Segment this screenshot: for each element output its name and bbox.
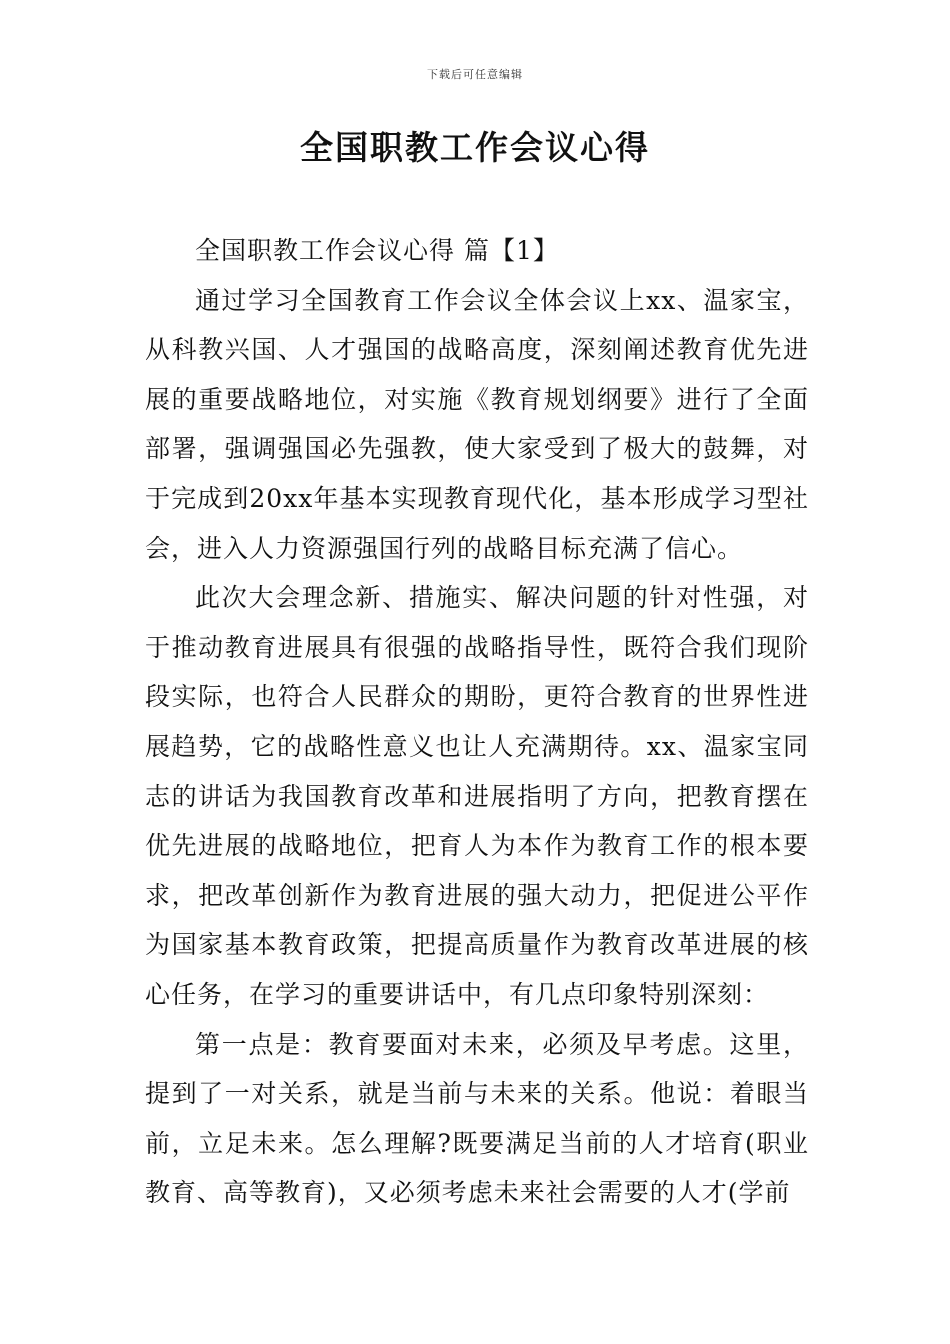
section-heading: 全国职教工作会议心得 篇【1】 — [195, 236, 559, 265]
header-note: 下载后可任意编辑 — [427, 68, 523, 81]
paragraph-2: 此次大会理念新、措施实、解决问题的针对性强，对于推动教育进展具有很强的战略指导性，既符合我们现阶段实际，也符合人民群众的期盼，更符合教育的世界性进展趋势，它的战略性意义也让人充满期待。xx、温家宝同志的讲话为我国教育改革和进展指明了方向，把教育摆在优先进展的战略地位，把育人为本作为教育工作的根本要求，把改革创新作为教育进展的强大动力，把促进公平作为国家基本教育政策，把提高质量作为教育改革进展的核心任务，在学习的重要讲话中，有几点印象特别深刻： — [145, 583, 809, 1009]
paragraph-3: 第一点是：教育要面对未来，必须及早考虑。这里，提到了一对关系，就是当前与未来的关系。他说：着眼当前，立足未来。怎么理解?既要满足当前的人才培育(职业教育、高等教育)，又必须考虑未来社会需要的人才(学前 — [145, 1029, 809, 1208]
document-title: 全国职教工作会议心得 — [300, 128, 650, 167]
paragraph-1: 通过学习全国教育工作会议全体会议上xx、温家宝，从科教兴国、人才强国的战略高度，深刻阐述教育优先进展的重要战略地位，对实施《教育规划纲要》进行了全面部署，强调强国必先强教，使大家受到了极大的鼓舞，对于完成到20xx年基本实现教育现代化，基本形成学习型社会，进入人力资源强国行列的战略目标充满了信心。 — [145, 285, 809, 563]
document-body — [145, 226, 809, 1218]
